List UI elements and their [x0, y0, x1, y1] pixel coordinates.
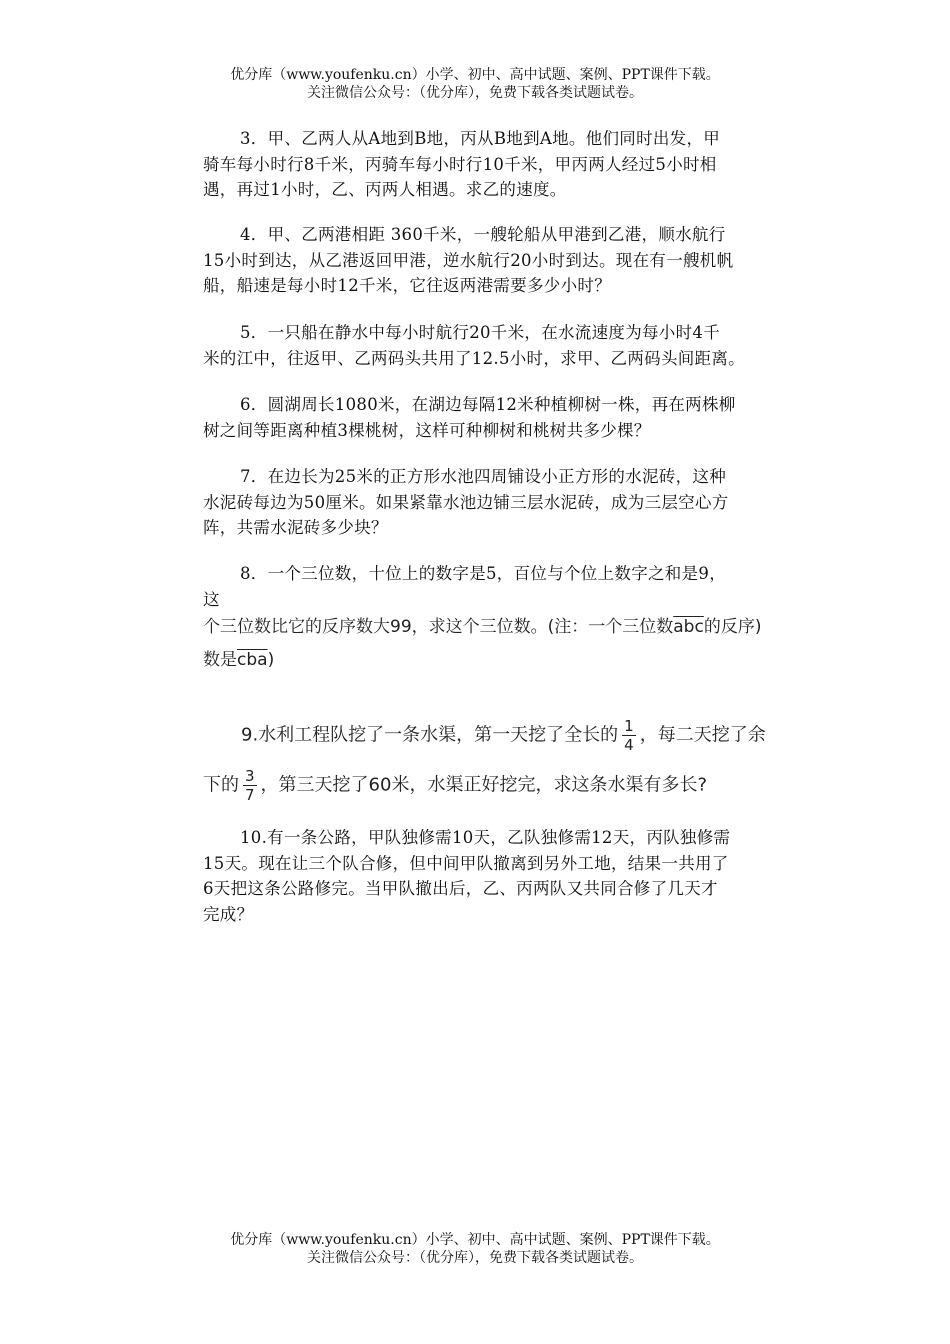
footer-line-2: 关注微信公众号：（优分库），免费下载各类试题试卷。 [307, 1250, 643, 1266]
question-8 [203, 561, 815, 612]
fraction-three-sevenths [243, 768, 257, 803]
question-5-line-1: 5．一只船在静水中每小时航行20千米，在水流速度为每小时4千 [240, 323, 720, 342]
question-10 [203, 825, 815, 927]
question-10-line-2: 15天。现在让三个队合修，但中间甲队撤离到另外工地，结果一共用了 [203, 853, 729, 873]
question-4-line-2: 15小时到达，从乙港返回甲港，逆水航行20小时到达。现在有一艘机帆 [203, 250, 734, 270]
question-5-line-2: 米的江中，往返甲、乙两码头共用了12.5小时，求甲、乙两码头间距离。 [203, 348, 745, 368]
question-3-line-1: 3．甲、乙两人从A地到B地，丙从B地到A地。他们同时出发，甲 [240, 129, 721, 148]
question-8-scanned-line-2 [203, 645, 274, 670]
question-7 [203, 464, 815, 541]
question-9-text-c: 下的 [203, 774, 239, 796]
question-7-line-3: 阵，共需水泥砖多少块？ [203, 518, 388, 537]
question-8-scan1-text: 个三位数比它的反序数大99，求这个三位数。(注：一个三位数 [203, 617, 674, 637]
fraction-2-numerator: 3 [245, 767, 255, 785]
question-6-line-2: 树之间等距离种植3棵桃树，这样可种柳树和桃树共多少棵？ [203, 420, 651, 440]
question-9-text-d: ，第三天挖了60米，水渠正好挖完，求这条水渠有多长? [260, 774, 708, 796]
question-8-line-2: 这 [203, 589, 220, 609]
question-3-line-2: 骑车每小时行8千米，丙骑车每小时行10千米，甲丙两人经过5小时相 [203, 154, 717, 174]
question-3 [203, 126, 815, 203]
question-10-line-3: 6天把这条公路修完。当甲队撤出后，乙、丙两队又共同合修了几天才 [203, 879, 718, 898]
question-4-line-1: 4．甲、乙两港相距 360千米，一艘轮船从甲港到乙港，顺水航行 [240, 225, 726, 244]
page-header [0, 66, 950, 102]
question-7-line-1: 7．在边长为25米的正方形水池四周铺设小正方形的水泥砖，这种 [240, 467, 726, 486]
page-footer [0, 1231, 950, 1267]
fraction-1-numerator: 1 [624, 717, 634, 735]
question-9-line-1 [241, 718, 766, 753]
question-8-scanned-line-1 [203, 612, 761, 637]
fraction-one-quarter [622, 718, 636, 753]
question-8-cba-overline: $\overline{cba}$ [237, 650, 268, 670]
header-line-1: 优分库（www.youfenku.cn）小学、初中、高中试题、案例、PPT课件下载。 [230, 67, 720, 83]
question-3-line-3: 遇，再过1小时，乙、丙两人相遇。求乙的速度。 [203, 180, 567, 199]
question-9-text-a: 9.水利工程队挖了一条水渠，第一天挖了全长的 [241, 724, 619, 746]
question-8-scan1-tail: 的反序) [703, 617, 762, 637]
question-6-line-1: 6．圆湖周长1080米，在湖边每隔12米种植柳树一株，再在两株柳 [240, 395, 736, 414]
question-8-line-1: 8．一个三位数，十位上的数字是5，百位与个位上数字之和是9， [240, 564, 726, 583]
question-6 [203, 392, 815, 443]
question-9-line-2 [203, 768, 707, 803]
question-9-text-b: ，每二天挖了余 [639, 724, 766, 746]
footer-line-1: 优分库（www.youfenku.cn）小学、初中、高中试题、案例、PPT课件下载。 [230, 1232, 720, 1248]
header-line-2: 关注微信公众号：（优分库），免费下载各类试题试卷。 [307, 85, 643, 101]
question-10-line-4: 完成？ [203, 904, 254, 924]
question-4-line-3: 船，船速是每小时12千米，它往返两港需要多少小时？ [203, 276, 611, 295]
fraction-2-denominator: 7 [245, 786, 255, 804]
question-10-line-1: 10.有一条公路，甲队独修需10天，乙队独修需12天，丙队独修需 [240, 828, 731, 847]
question-5 [203, 320, 815, 371]
question-7-line-2: 水泥砖每边为50厘米。如果紧靠水池边铺三层水泥砖，成为三层空心方 [203, 492, 729, 512]
question-8-scan2-text: 数是 [203, 650, 237, 670]
question-4 [203, 222, 815, 299]
question-8-scan2-tail: ) [267, 650, 275, 670]
question-8-abc-overline: $\overline{abc}$ [673, 617, 704, 637]
fraction-1-denominator: 4 [624, 736, 634, 754]
